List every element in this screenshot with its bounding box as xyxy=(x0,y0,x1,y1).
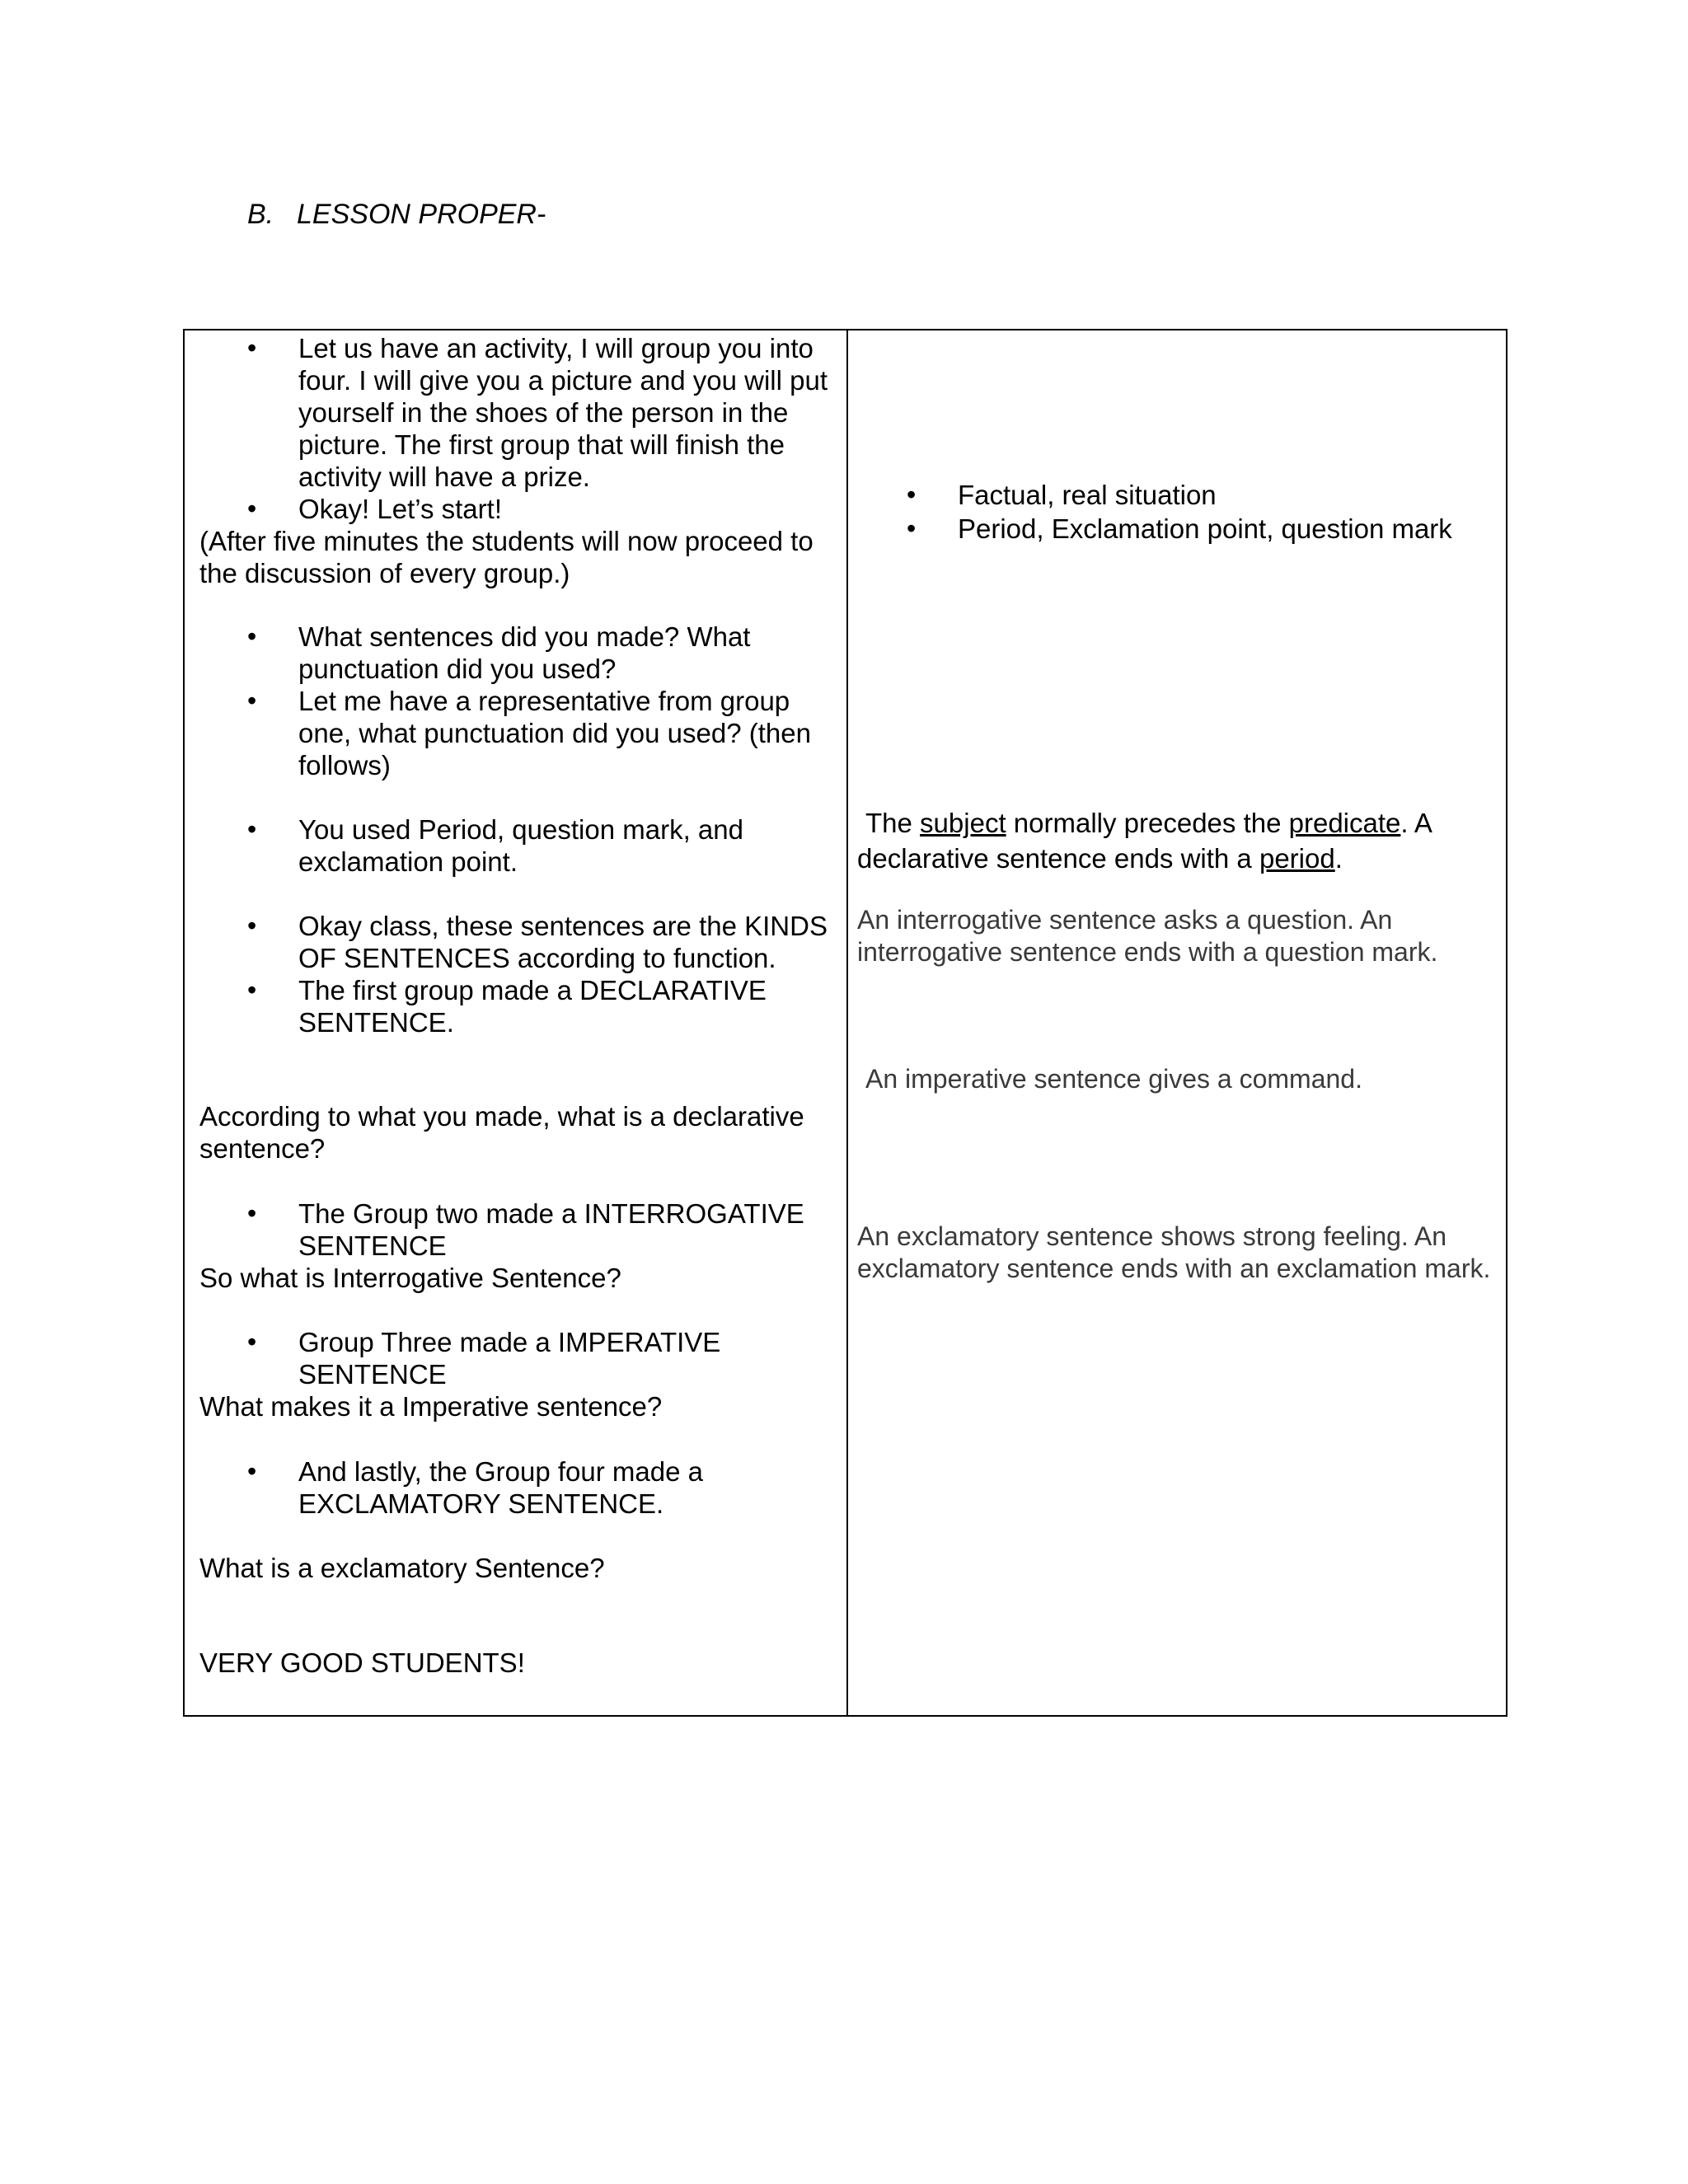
text-fragment: . xyxy=(1334,843,1343,874)
declarative-definition xyxy=(857,805,1500,876)
predicate-term: predicate xyxy=(1288,808,1401,838)
group-two-list xyxy=(298,1197,838,1262)
column-divider xyxy=(846,330,848,1715)
list-item: • What sentences did you made? What punctuation did you used? xyxy=(298,621,838,685)
text-fragment: . A declarative sentence ends with a xyxy=(857,808,1432,874)
punctuation-list xyxy=(298,813,838,878)
imperative-definition: An imperative sentence gives a command. xyxy=(865,1064,1362,1094)
list-item: • And lastly, the Group four made a EXCLAMATORY SENTENCE. xyxy=(298,1455,838,1520)
text-fragment: The xyxy=(865,808,921,838)
interrogative-question: So what is Interrogative Sentence? xyxy=(199,1263,621,1293)
exclamatory-definition: An exclamatory sentence shows strong feeling. An exclamatory sentence ends with an exclamation mark. xyxy=(857,1221,1491,1283)
questions-block xyxy=(298,621,838,781)
punctuation-block xyxy=(298,813,838,878)
kinds-list xyxy=(298,910,838,1038)
answers-block xyxy=(958,478,1502,546)
closing-remark: VERY GOOD STUDENTS! xyxy=(199,1647,525,1678)
activity-block xyxy=(298,332,838,525)
list-item: • Group Three made a IMPERATIVE SENTENCE xyxy=(298,1326,838,1390)
group-three-list xyxy=(298,1326,838,1390)
group-three-block xyxy=(298,1326,838,1390)
list-item: • Factual, real situation xyxy=(958,478,1502,512)
after-note: (After five minutes the students will now proceed to the discussion of every group.) xyxy=(199,526,814,588)
group-four-list xyxy=(298,1455,838,1520)
lesson-table xyxy=(183,329,1507,1717)
section-heading xyxy=(247,194,546,234)
declarative-question: According to what you made, what is a declarative sentence? xyxy=(199,1101,804,1164)
exclamatory-question: What is a exclamatory Sentence? xyxy=(199,1553,605,1583)
group-four-block xyxy=(298,1455,838,1520)
activity-list xyxy=(298,332,838,525)
subject-term: subject xyxy=(920,808,1006,838)
answers-list xyxy=(958,478,1502,546)
imperative-question: What makes it a Imperative sentence? xyxy=(199,1391,663,1422)
list-item: • The first group made a DECLARATIVE SENTENCE. xyxy=(298,974,838,1038)
list-item: • Let me have a representative from group one, what punctuation did you used? (then follows) xyxy=(298,685,838,781)
list-item: • Let us have an activity, I will group you into four. I will give you a picture and you will put yourself in the shoes of the person in the picture. The first group that will finish the activity will have a prize. xyxy=(298,332,838,493)
interrogative-definition: An interrogative sentence asks a question. An interrogative sentence ends with a question mark. xyxy=(857,905,1438,967)
list-item: • Period, Exclamation point, question mark xyxy=(958,512,1502,546)
kinds-block xyxy=(298,910,838,1038)
list-item: • The Group two made a INTERROGATIVE SENTENCE xyxy=(298,1197,838,1262)
period-term: period xyxy=(1259,843,1335,874)
list-item: • Okay! Let’s start! xyxy=(298,493,838,525)
text-fragment: normally precedes the xyxy=(1006,808,1289,838)
section-title: LESSON PROPER- xyxy=(297,199,546,230)
list-item: • Okay class, these sentences are the KINDS OF SENTENCES according to function. xyxy=(298,910,838,974)
questions-list xyxy=(298,621,838,781)
group-two-block xyxy=(298,1197,838,1262)
list-item: • You used Period, question mark, and exclamation point. xyxy=(298,813,838,878)
section-letter: B. xyxy=(247,199,274,230)
